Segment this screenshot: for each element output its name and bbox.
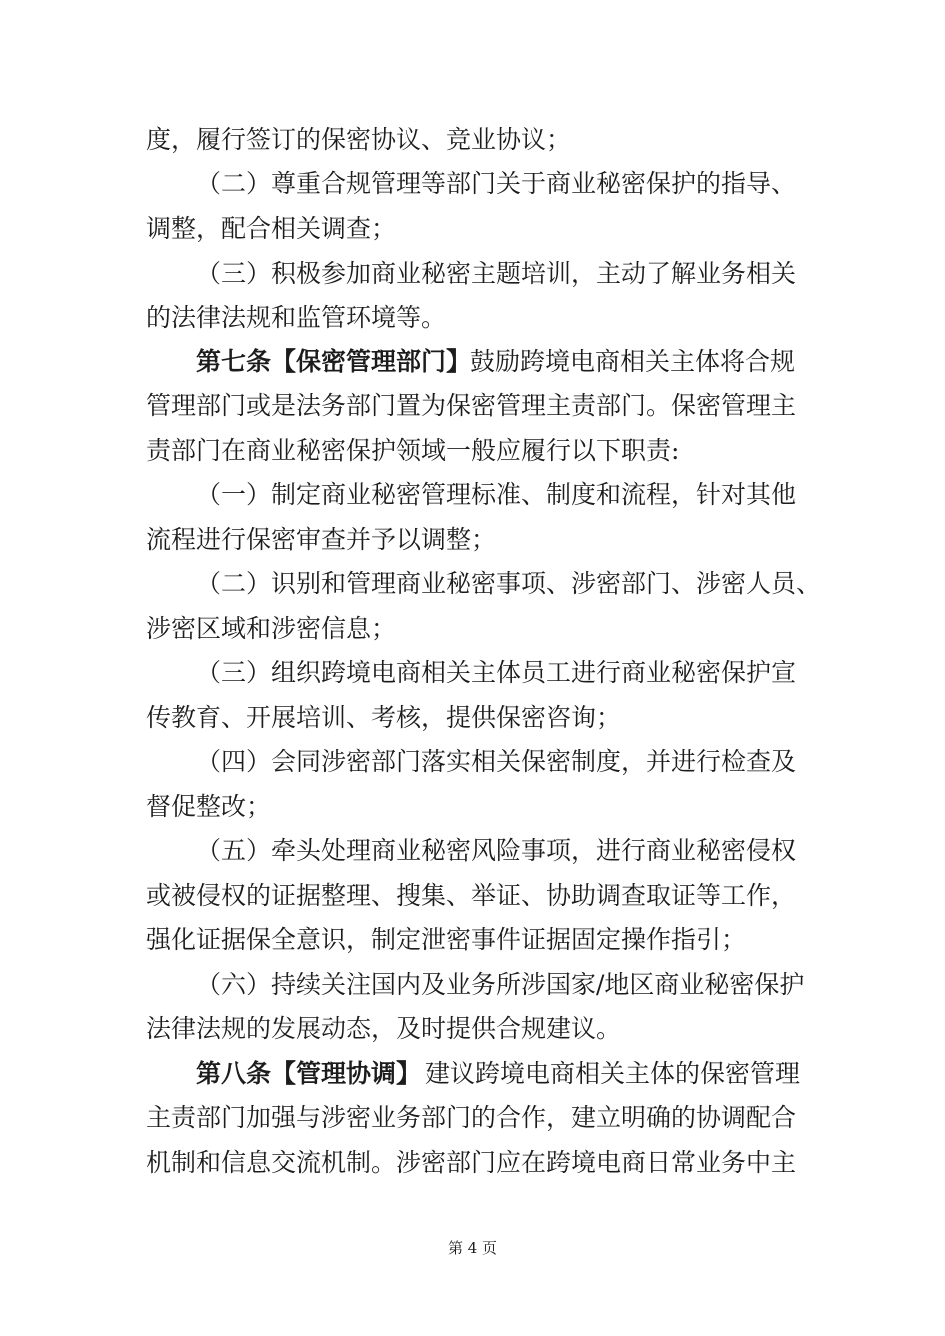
text-line bbox=[0, 829, 945, 873]
line-text: （三）组织跨境电商相关主体员工进行商业秘密保护宣 bbox=[196, 658, 797, 687]
text-line bbox=[0, 207, 945, 251]
line-text: （三）积极参加商业秘密主题培训，主动了解业务相关 bbox=[196, 259, 797, 288]
article-heading-line bbox=[0, 1052, 945, 1096]
text-line bbox=[0, 162, 945, 206]
text-line bbox=[0, 740, 945, 784]
article-7-heading: 第七条【保密管理部门】 bbox=[196, 347, 472, 376]
line-text: （六）持续关注国内及业务所涉国家/地区商业秘密保护 bbox=[196, 970, 805, 999]
line-text: 督促整改； bbox=[146, 792, 272, 821]
line-text: 涉密区域和涉密信息； bbox=[146, 614, 397, 643]
text-line bbox=[0, 1096, 945, 1140]
text-line bbox=[0, 1007, 945, 1051]
text-line bbox=[0, 874, 945, 918]
text-line bbox=[0, 1141, 945, 1185]
line-text: 度，履行签订的保密协议、竞业协议； bbox=[146, 125, 572, 154]
line-text: 传教育、开展培训、考核，提供保密咨询； bbox=[146, 703, 622, 732]
article-8-heading: 第八条【管理协调】 bbox=[196, 1059, 422, 1088]
text-line bbox=[0, 384, 945, 428]
text-line bbox=[0, 963, 945, 1007]
line-text: 管理部门或是法务部门置为保密管理主责部门。保密管理主 bbox=[146, 391, 797, 420]
line-text: 鼓励跨境电商相关主体将合规 bbox=[470, 347, 796, 376]
text-line bbox=[0, 118, 945, 162]
line-text: 的法律法规和监管环境等。 bbox=[146, 303, 447, 332]
line-text: 主责部门加强与涉密业务部门的合作，建立明确的协调配合 bbox=[146, 1103, 797, 1132]
article-heading-line bbox=[0, 340, 945, 384]
line-text: （一）制定商业秘密管理标准、制度和流程，针对其他 bbox=[196, 480, 797, 509]
line-text: 调整，配合相关调查； bbox=[146, 214, 397, 243]
line-text: （五）牵头处理商业秘密风险事项，进行商业秘密侵权 bbox=[196, 836, 797, 865]
line-text: （四）会同涉密部门落实相关保密制度，并进行检查及 bbox=[196, 747, 797, 776]
text-line bbox=[0, 651, 945, 695]
text-line bbox=[0, 473, 945, 517]
text-line bbox=[0, 518, 945, 562]
line-text: 法律法规的发展动态，及时提供合规建议。 bbox=[146, 1014, 622, 1043]
text-line bbox=[0, 607, 945, 651]
text-line bbox=[0, 696, 945, 740]
text-line bbox=[0, 296, 945, 340]
line-text: （二）识别和管理商业秘密事项、涉密部门、涉密人员、 bbox=[196, 569, 822, 598]
line-text: 强化证据保全意识，制定泄密事件证据固定操作指引； bbox=[146, 925, 747, 954]
line-text: 责部门在商业秘密保护领域一般应履行以下职责: bbox=[146, 436, 680, 465]
line-text: 或被侵权的证据整理、搜集、举证、协助调查取证等工作， bbox=[146, 881, 797, 910]
text-line bbox=[0, 429, 945, 473]
text-line bbox=[0, 785, 945, 829]
line-text: 机制和信息交流机制。涉密部门应在跨境电商日常业务中主 bbox=[146, 1148, 797, 1177]
text-line bbox=[0, 562, 945, 606]
text-line bbox=[0, 918, 945, 962]
line-text: （二）尊重合规管理等部门关于商业秘密保护的指导、 bbox=[196, 169, 797, 198]
text-line bbox=[0, 252, 945, 296]
line-text: 建议跨境电商相关主体的保密管理 bbox=[425, 1059, 801, 1088]
page-number: 第 4 页 bbox=[447, 1239, 498, 1257]
line-text: 流程进行保密审查并予以调整； bbox=[146, 525, 497, 554]
